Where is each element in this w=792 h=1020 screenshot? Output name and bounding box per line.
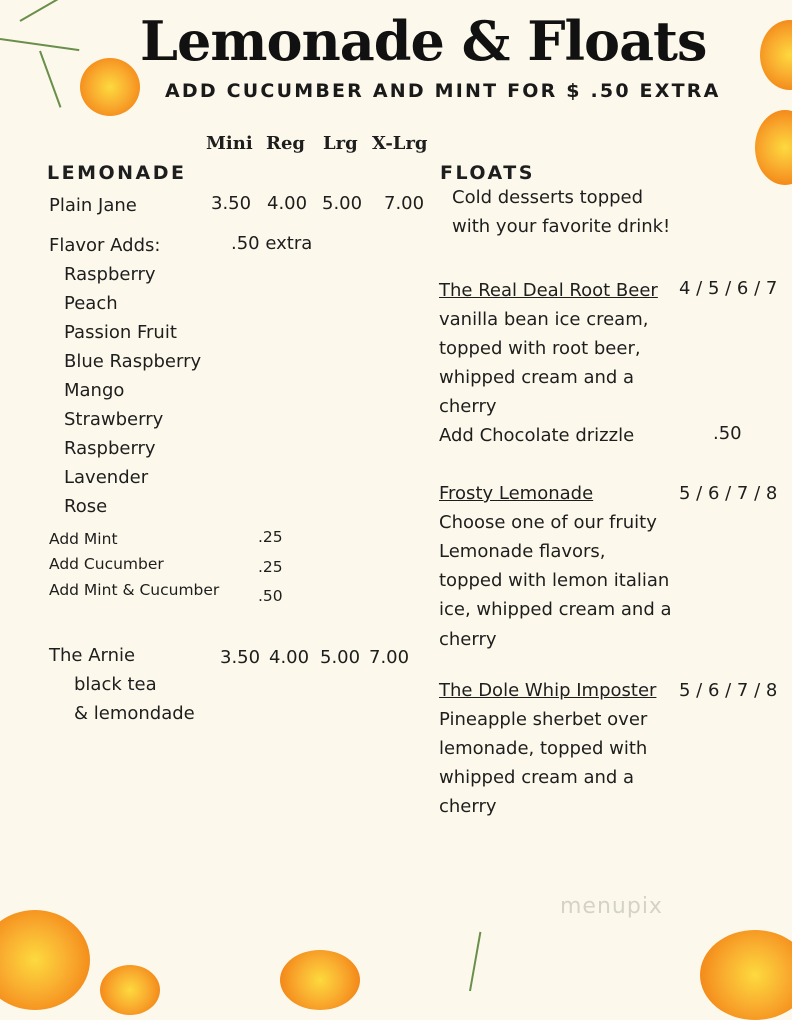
- addon-name: Add Mint & Cucumber: [49, 581, 220, 599]
- float-desc: Pineapple sherbet over: [439, 709, 648, 730]
- flavor-item: Blue Raspberry: [64, 351, 202, 372]
- flower-icon: [280, 950, 360, 1010]
- price: 4.00: [267, 193, 308, 214]
- flavor-item: Strawberry: [64, 409, 164, 430]
- float-desc: whipped cream and a: [439, 767, 635, 788]
- arnie-desc: black tea: [74, 674, 157, 695]
- price: 7.00: [384, 193, 425, 214]
- plain-jane-name: Plain Jane: [49, 195, 137, 216]
- leaf-icon: [20, 0, 73, 22]
- float-desc: ice, whipped cream and a: [439, 599, 672, 620]
- float-desc: vanilla bean ice cream,: [439, 309, 649, 330]
- float-name: The Real Deal Root Beer: [439, 280, 658, 301]
- price: 4.00: [269, 647, 310, 668]
- price: 7.00: [369, 647, 410, 668]
- addon-price: .50: [258, 587, 283, 605]
- leaf-icon: [39, 51, 61, 108]
- flavor-item: Raspberry: [64, 264, 156, 285]
- float-name: Frosty Lemonade: [439, 483, 594, 504]
- menu-title: Lemonade & Floats: [140, 9, 707, 73]
- float-desc: Lemonade flavors,: [439, 541, 606, 562]
- float-desc: Choose one of our fruity: [439, 512, 657, 533]
- floats-intro: Cold desserts topped: [452, 187, 644, 208]
- flower-icon: [100, 965, 160, 1015]
- float-desc: cherry: [439, 796, 497, 817]
- arnie-desc: & lemondade: [74, 703, 195, 724]
- float-desc: whipped cream and a: [439, 367, 635, 388]
- float-extra-price: .50: [713, 423, 742, 444]
- float-desc: cherry: [439, 629, 497, 650]
- float-price: 4 / 5 / 6 / 7: [679, 278, 778, 299]
- flavor-item: Raspberry: [64, 438, 156, 459]
- addon-price: .25: [258, 528, 283, 546]
- arnie-name: The Arnie: [49, 645, 136, 666]
- floats-intro: with your favorite drink!: [452, 216, 671, 237]
- float-desc: topped with root beer,: [439, 338, 641, 359]
- menu-subtitle: ADD CUCUMBER AND MINT FOR $ .50 EXTRA: [165, 80, 721, 102]
- float-desc: lemonade, topped with: [439, 738, 648, 759]
- float-desc: topped with lemon italian: [439, 570, 670, 591]
- flavor-adds-price: .50 extra: [231, 233, 313, 254]
- size-header-mini: Mini: [206, 133, 253, 154]
- lemonade-heading: LEMONADE: [47, 162, 187, 184]
- size-header-lrg: Lrg: [323, 133, 358, 154]
- floats-heading: FLOATS: [440, 162, 535, 184]
- flavor-item: Lavender: [64, 467, 149, 488]
- float-price: 5 / 6 / 7 / 8: [679, 680, 778, 701]
- flower-icon: [700, 930, 792, 1020]
- flavor-item: Mango: [64, 380, 125, 401]
- flavor-item: Passion Fruit: [64, 322, 177, 343]
- float-desc: cherry: [439, 396, 497, 417]
- flower-icon: [760, 20, 792, 90]
- price: 5.00: [320, 647, 361, 668]
- price: 3.50: [220, 647, 261, 668]
- size-header-xlrg: X-Lrg: [372, 133, 428, 154]
- float-extra: Add Chocolate drizzle: [439, 425, 635, 446]
- price: 5.00: [322, 193, 363, 214]
- float-price: 5 / 6 / 7 / 8: [679, 483, 778, 504]
- flower-icon: [755, 110, 792, 185]
- size-header-reg: Reg: [266, 133, 305, 154]
- flavor-item: Peach: [64, 293, 118, 314]
- price: 3.50: [211, 193, 252, 214]
- addon-price: .25: [258, 558, 283, 576]
- flower-icon: [80, 58, 140, 116]
- addon-name: Add Cucumber: [49, 555, 164, 573]
- leaf-icon: [0, 38, 79, 51]
- addon-name: Add Mint: [49, 530, 118, 548]
- flavor-item: Rose: [64, 496, 108, 517]
- float-name: The Dole Whip Imposter: [439, 680, 657, 701]
- leaf-icon: [469, 932, 481, 991]
- flower-icon: [0, 910, 90, 1010]
- watermark: menupix: [560, 894, 663, 919]
- flavor-adds-label: Flavor Adds:: [49, 235, 161, 256]
